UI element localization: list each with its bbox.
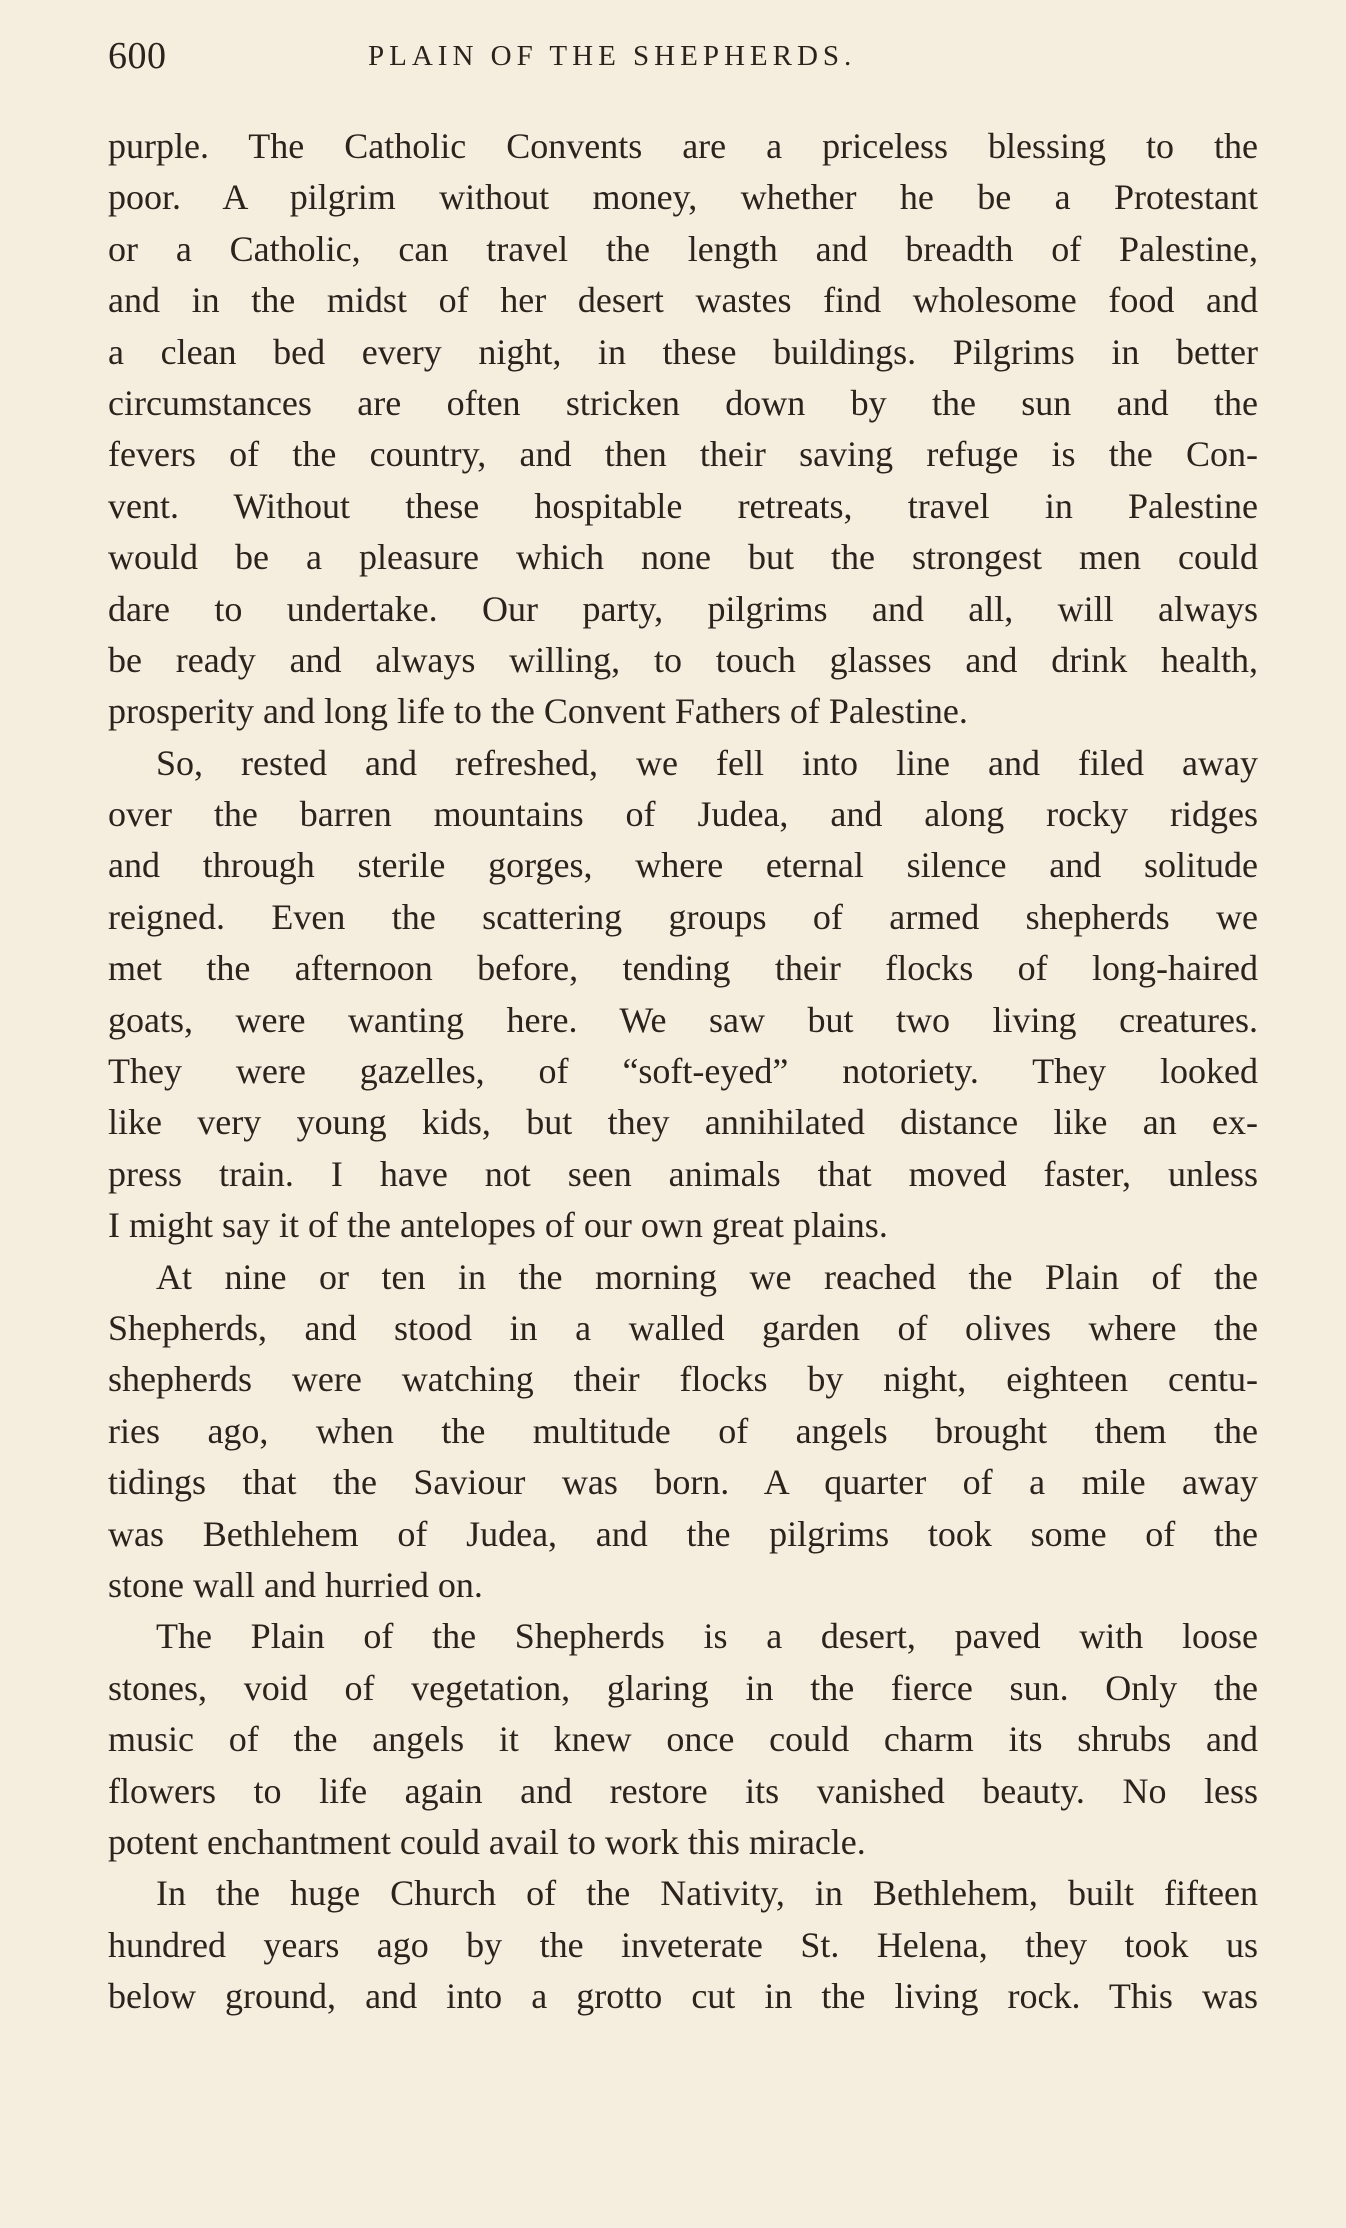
text-line: tidings that the Saviour was born. A quarter of a mile away [108, 1462, 1258, 1503]
text-line: or a Catholic, can travel the length and breadth of Palestine, [108, 228, 1258, 269]
text-line: circumstances are often stricken down by the sun and the [108, 382, 1258, 423]
text-line: They were gazelles, of “soft-eyed” notoriety. They looked [108, 1051, 1258, 1092]
paragraph-first-line: At nine or ten in the morning we reached the Plain of the [156, 1256, 1258, 1297]
text-line: over the barren mountains of Judea, and along rocky ridges [108, 794, 1258, 835]
paragraph-last-line: stone wall and hurried on. [108, 1564, 483, 1605]
text-line: hundred years ago by the inveterate St. Helena, they took us [108, 1924, 1258, 1965]
paragraph-first-line: In the huge Church of the Nativity, in Bethlehem, built fifteen [156, 1873, 1258, 1914]
text-line: met the afternoon before, tending their flocks of long-haired [108, 948, 1258, 989]
text-line: reigned. Even the scattering groups of armed shepherds we [108, 896, 1258, 937]
text-line: shepherds were watching their flocks by night, eighteen centu- [108, 1359, 1258, 1400]
body-text [108, 121, 1258, 2022]
text-line: fevers of the country, and then their saving refuge is the Con- [108, 434, 1258, 475]
page-header [108, 32, 1258, 80]
text-line: be ready and always willing, to touch glasses and drink health, [108, 639, 1258, 680]
text-line: like very young kids, but they annihilated distance like an ex- [108, 1102, 1258, 1143]
text-line: stones, void of vegetation, glaring in the fierce sun. Only the [108, 1667, 1258, 1708]
running-head: PLAIN OF THE SHEPHERDS. [368, 40, 857, 72]
paragraph-last-line: potent enchantment could avail to work this miracle. [108, 1821, 866, 1862]
text-line: would be a pleasure which none but the strongest men could [108, 537, 1258, 578]
paragraph-first-line: The Plain of the Shepherds is a desert, paved with loose [156, 1616, 1258, 1657]
text-line: and in the midst of her desert wastes find wholesome food and [108, 280, 1258, 321]
paragraph-last-line: I might say it of the antelopes of our own great plains. [108, 1205, 888, 1246]
text-line: ries ago, when the multitude of angels brought them the [108, 1410, 1258, 1451]
text-line: goats, were wanting here. We saw but two living creatures. [108, 999, 1258, 1040]
text-line: Shepherds, and stood in a walled garden of olives where the [108, 1307, 1258, 1348]
text-line: was Bethlehem of Judea, and the pilgrims took some of the [108, 1513, 1258, 1554]
page-number: 600 [108, 35, 167, 77]
paragraph-last-line: prosperity and long life to the Convent Fathers of Palestine. [108, 691, 968, 732]
text-line: poor. A pilgrim without money, whether he be a Protestant [108, 177, 1258, 218]
text-line: below ground, and into a grotto cut in the living rock. This was [108, 1976, 1258, 2017]
text-line: flowers to life again and restore its vanished beauty. No less [108, 1770, 1258, 1811]
text-line: and through sterile gorges, where eternal silence and solitude [108, 845, 1258, 886]
paragraph-first-line: So, rested and refreshed, we fell into line and filed away [156, 742, 1258, 783]
text-line: press train. I have not seen animals that moved faster, unless [108, 1153, 1258, 1194]
text-line: dare to undertake. Our party, pilgrims and all, will always [108, 588, 1258, 629]
text-line: music of the angels it knew once could charm its shrubs and [108, 1719, 1258, 1760]
text-line: a clean bed every night, in these buildings. Pilgrims in better [108, 331, 1258, 372]
text-line: purple. The Catholic Convents are a priceless blessing to the [108, 126, 1258, 166]
text-line: vent. Without these hospitable retreats, travel in Palestine [108, 485, 1258, 526]
